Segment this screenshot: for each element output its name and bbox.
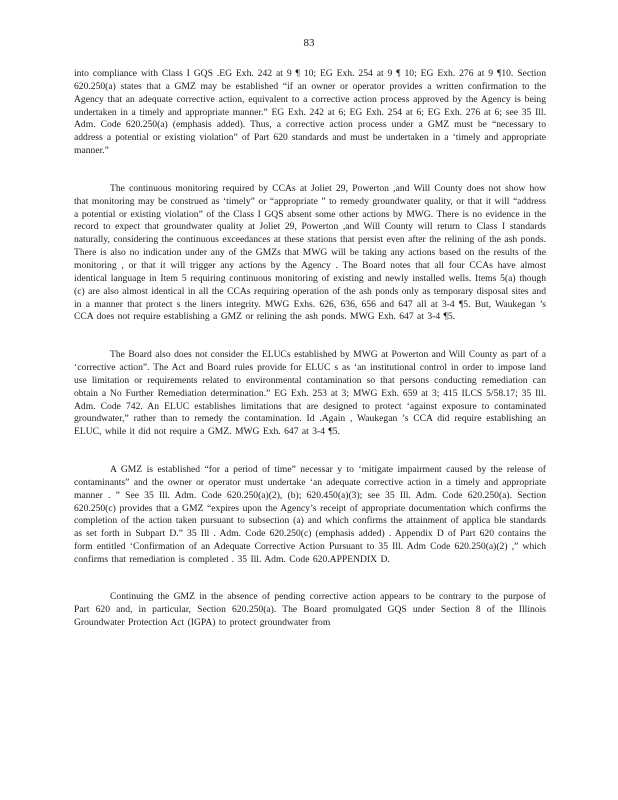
paragraph-gmz-established: A GMZ is established “for a period of time” necessar y to ‘mitigate impairment caused by the release of contaminants” and the owner or operator must undertake ‘an adequate corrective action in a timely and appropriate manner . ” See 35 Ill. Adm. Code 620.250(a)(2), (b); 620.450(a)(3); see 35 Ill. Adm. Code 620.250(a). Section 620.250(c) provides that a GMZ “expires upon the Agency’s receipt of appropriate documentation which confirms the completion of the action taken pursuant to subsection (a) and which confirms the attainment of applica ble standards as set forth in Subpart D.” 35 Ill . Adm. Code 620.250(c) (emphasis added) . Appendix D of Part 620 contains the form entitled ‘Confirmation of an Adequate Corrective Action Pursuant to 35 Ill. Adm Code 620.250(a)(2) ,” which confirms that remediation is completed . 35 Ill. Adm. Code 620.APPENDIX D. (74, 464, 546, 565)
paragraph-spacer (74, 567, 546, 591)
paragraph-compliance-section-620-250: into compliance with Class I GQS .EG Exh. 242 at 9 ¶ 10; EG Exh. 254 at 9 ¶ 10; EG Exh. 276 at 9 ¶10. Section 620.250(a) states that a GMZ may be established “if an owner or operator provides a written confirmation to the Agency that an adequate corrective action, equivalent to a corrective action process approved by the Agency is being undertaken in a timely and appropriate manner.” EG Exh. 242 at 6; EG Exh. 254 at 6; EG Exh. 276 at 6; see 35 Ill. Adm. Code 620.250(a) (emphasis added). Thus, a corrective action process under a GMZ must be “necessary to address a potential or existing violation” of Part 620 standards and must be undertaken in a ‘timely and appropriate manner.” (74, 68, 546, 157)
paragraph-spacer (74, 439, 546, 464)
document-body (74, 68, 546, 629)
paragraph-elucs: The Board also does not consider the ELUCs established by MWG at Powerton and Will County as part of a ‘corrective action”. The Act and Board rules provide for ELUC s as ‘an institutional control in order to impose land use limitation or requirements related to environmental contamination so that persons conducting remediation can obtain a No Further Remediation determination.” EG Exh. 253 at 3; MWG Exh. 659 at 3; 415 ILCS 5/58.17; 35 Ill. Adm. Code 742. An ELUC establishes limitations that are designed to protect ‘against exposure to contaminated groundwater,” rather than to remedy the contamination. Id .Again , Waukegan ’s CCA did require establishing an ELUC, while it did not require a GMZ. MWG Exh. 647 at 3-4 ¶5. (74, 349, 546, 438)
paragraph-continuing-gmz: Continuing the GMZ in the absence of pending corrective action appears to be contrary to the purpose of Part 620 and, in particular, Section 620.250(a). The Board promulgated GQS under Section 8 of the Illinois Groundwater Protection Act (IGPA) to protect groundwater from (74, 590, 546, 628)
paragraph-spacer (74, 324, 546, 349)
paragraph-continuous-monitoring: The continuous monitoring required by CCAs at Joliet 29, Powerton ,and Will County does not show how that monitoring may be construed as ‘timely” or “appropriate ” to remedy groundwater quality, or that it will “address a potential or existing violation” of the Class I GQS absent some other actions by MWG. There is no evidence in the record to expect that groundwater quality at Joliet 29, Powerton ,and Will County will return to Class I standards naturally, considering the continuous exceedances at these stations that persist even after the relining of the ash ponds. There is also no indication under any of the GMZs that MWG will be taking any actions based on the results of the monitoring , or that it will trigger any actions by the Agency . The Board notes that all four CCAs have almost identical language in Item 5 requiring continuous monitoring of existing and newly installed wells. Items 5(a) though (c) are also almost identical in all the CCAs requiring operation of the ash ponds only as temporary disposal sites and in a manner that protect s the liners integrity. MWG Exhs. 626, 636, 656 and 647 all at 3-4 ¶5. But, Waukegan ’s CCA does not require establishing a GMZ or relining the ash ponds. MWG Exh. 647 at 3-4 ¶5. (74, 182, 546, 323)
paragraph-spacer (74, 158, 546, 183)
page-number: 83 (303, 37, 315, 49)
